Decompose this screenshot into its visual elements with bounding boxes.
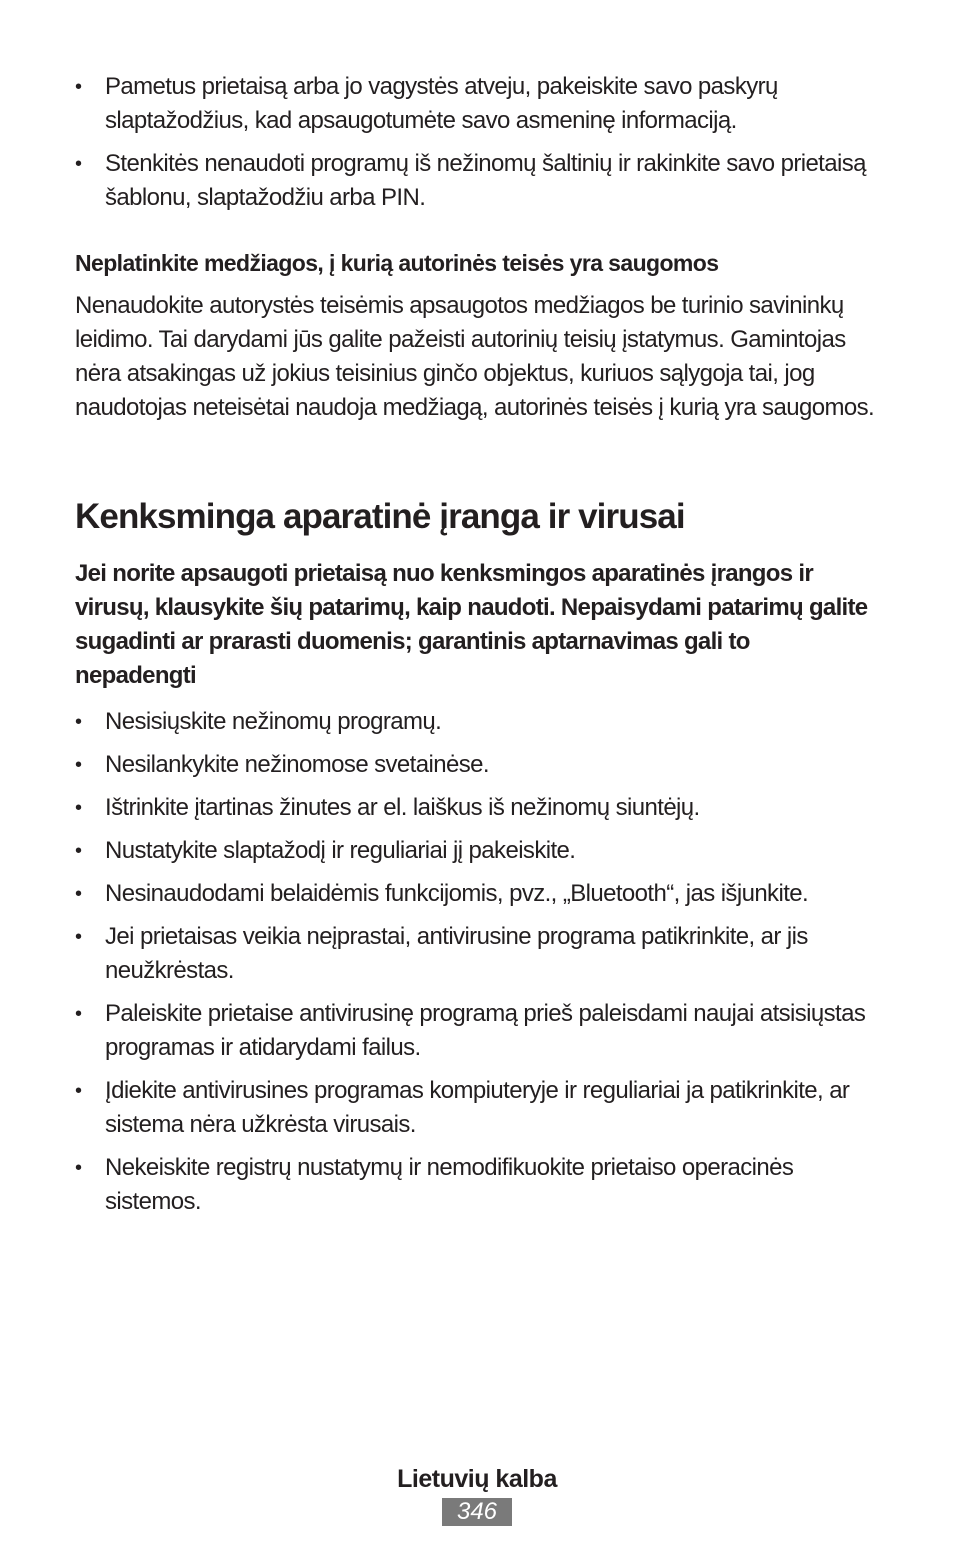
list-item-text: Stenkitės nenaudoti programų iš nežinomų šaltinių ir rakinkite savo prietaisą šablonu, slaptažodžiu arba PIN.: [105, 150, 866, 211]
list-item-text: Nesinaudodami belaidėmis funkcijomis, pvz., „Bluetooth“, jas išjunkite.: [105, 880, 809, 907]
list-item-text: Paleiskite prietaise antivirusinę programą prieš paleisdami naujai atsisiųstas programas ir atidarydami failus.: [105, 1000, 866, 1061]
list-item-text: Nesilankykite nežinomose svetainėse.: [105, 751, 489, 778]
list-item-text: Jei prietaisas veikia neįprastai, antivirusine programa patikrinkite, ar jis neužkrėstas.: [105, 923, 808, 984]
list-item: [75, 834, 875, 868]
list-item: [75, 877, 875, 911]
list-item-text: Nekeiskite registrų nustatymų ir nemodifikuokite prietaiso operacinės sistemos.: [105, 1154, 794, 1215]
bullet-icon: •: [75, 1157, 82, 1179]
list-item: [75, 920, 875, 988]
bullet-icon: •: [75, 883, 82, 905]
list-item: [75, 997, 875, 1065]
copyright-heading: Neplatinkite medžiagos, į kurią autorinės teisės yra saugomos: [75, 250, 719, 276]
list-item-text: Nustatykite slaptažodį ir reguliariai jį pakeiskite.: [105, 837, 576, 864]
list-item: [75, 705, 875, 739]
bullet-icon: •: [75, 76, 82, 98]
page-footer: [0, 1462, 954, 1526]
copyright-paragraph: Nenaudokite autorystės teisėmis apsaugotos medžiagos be turinio savininkų leidimo. Tai darydami jūs galite pažeisti autorinių teisių įstatymus. Gamintojas nėra atsakingas už jokius teisinius ginčo objektus, kuriuos sąlygoja tai, jog naudotojas neteisėtai naudoja medžiagą, autorinės teisės į kurią yra saugomos.: [75, 292, 875, 421]
security-tips-list: [75, 70, 875, 215]
section-title: Kenksminga aparatinė įranga ir virusai: [75, 497, 685, 536]
bullet-icon: •: [75, 926, 82, 948]
list-item-text: Ištrinkite įtartinas žinutes ar el. laiškus iš nežinomų siuntėjų.: [105, 794, 700, 821]
list-item: [75, 1151, 875, 1219]
page-content: [75, 70, 875, 1228]
list-item-text: Nesisiųskite nežinomų programų.: [105, 708, 442, 735]
list-item: [75, 70, 875, 138]
malware-tips-list: [75, 705, 875, 1219]
list-item: [75, 748, 875, 782]
list-item-text: Įdiekite antivirusines programas kompiuteryje ir reguliariai ja patikrinkite, ar sistema nėra užkrėsta virusais.: [105, 1077, 850, 1138]
bullet-icon: •: [75, 754, 82, 776]
bullet-icon: •: [75, 840, 82, 862]
list-item: [75, 1074, 875, 1142]
bullet-icon: •: [75, 153, 82, 175]
list-item: [75, 791, 875, 825]
footer-language: Lietuvių kalba: [397, 1465, 557, 1493]
bullet-icon: •: [75, 711, 82, 733]
list-item: [75, 147, 875, 215]
page-number: 346: [442, 1498, 512, 1526]
bullet-icon: •: [75, 797, 82, 819]
section-intro: Jei norite apsaugoti prietaisą nuo kenksmingos aparatinės įrangos ir virusų, klausykite šių patarimų, kaip naudoti. Nepaisydami patarimų galite sugadinti ar prarasti duomenis; garantinis aptarnavimas gali to nepadengti: [75, 560, 868, 689]
list-item-text: Pametus prietaisą arba jo vagystės atveju, pakeiskite savo paskyrų slaptažodžius, kad apsaugotumėte savo asmeninę informaciją.: [105, 73, 778, 134]
bullet-icon: •: [75, 1003, 82, 1025]
bullet-icon: •: [75, 1080, 82, 1102]
